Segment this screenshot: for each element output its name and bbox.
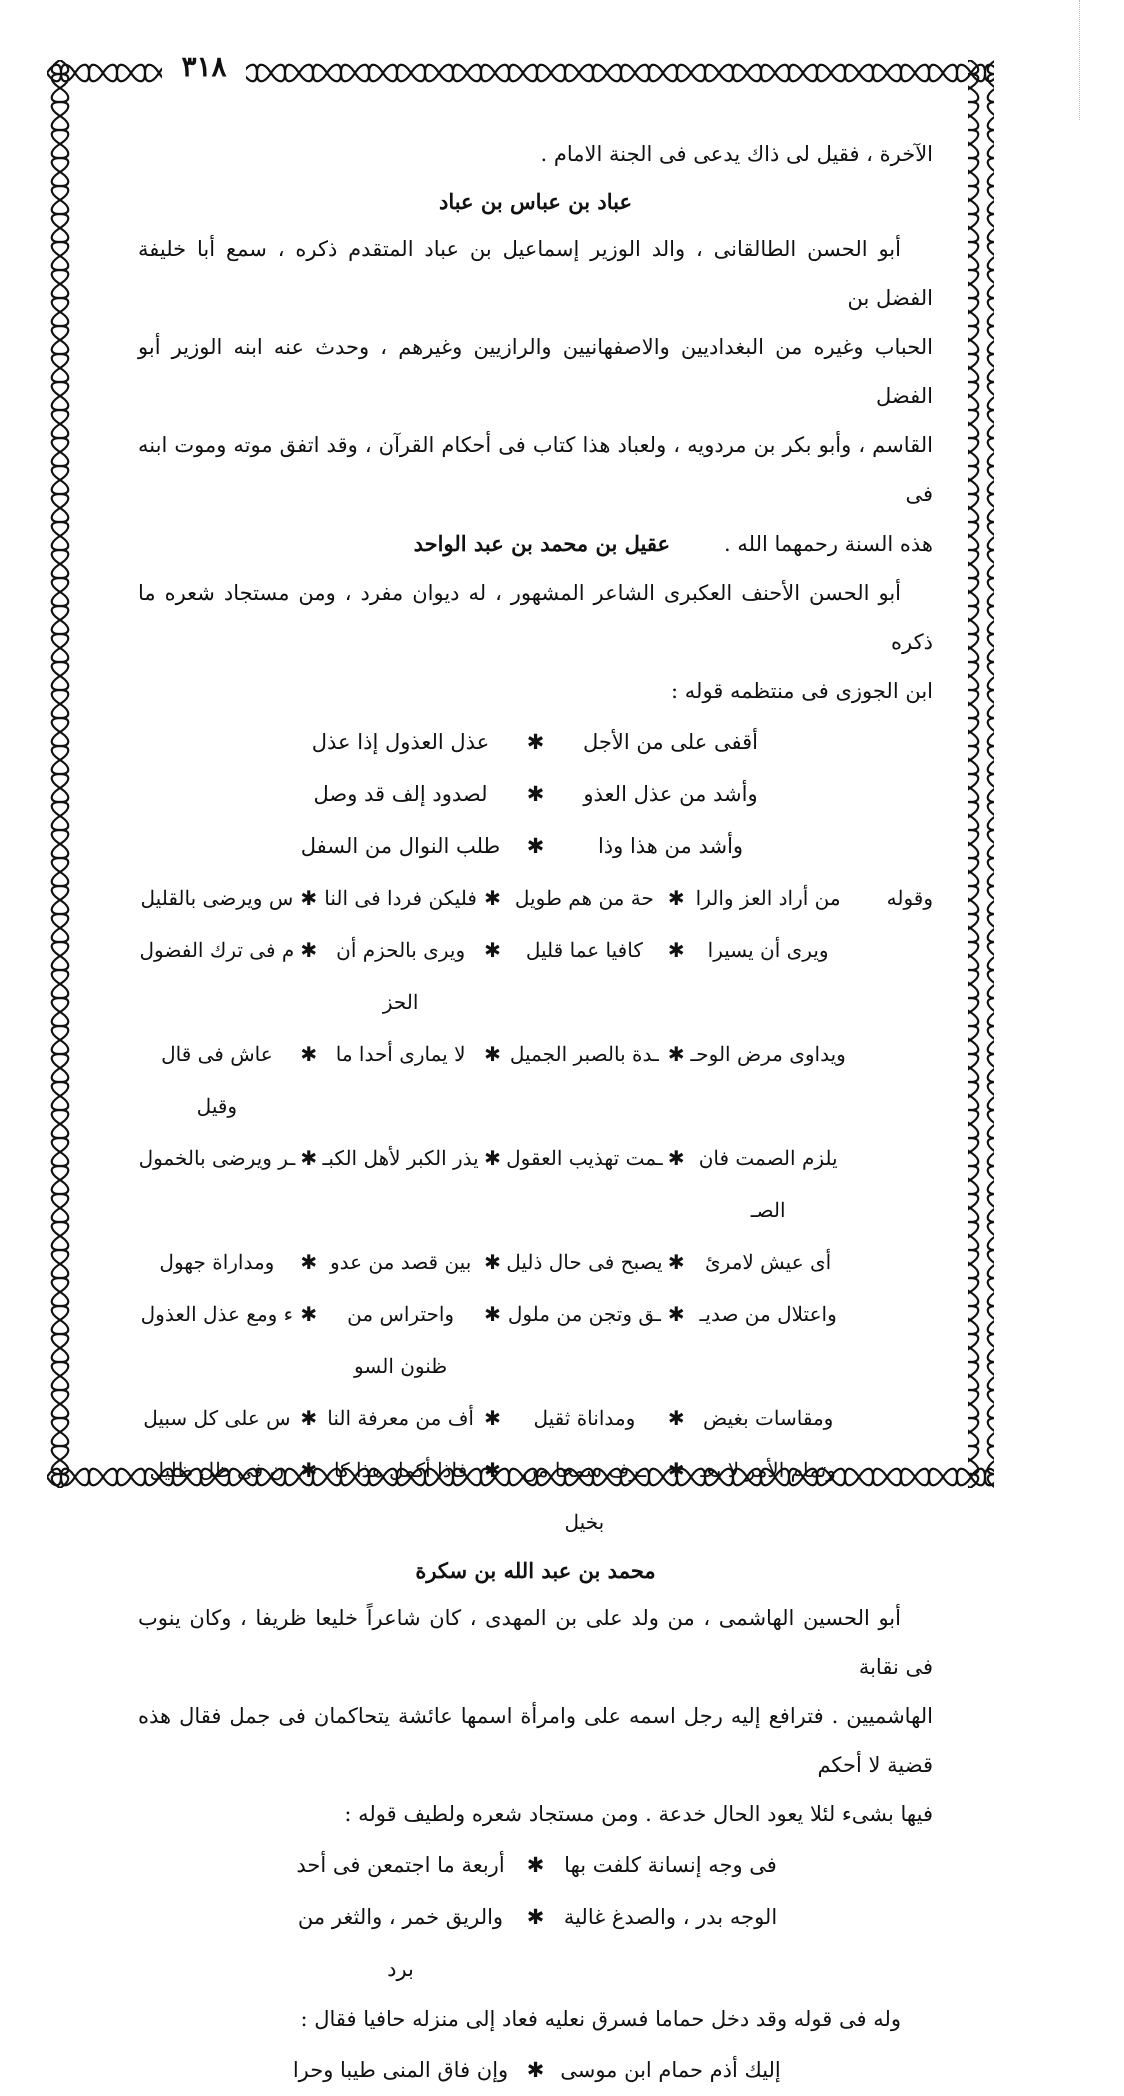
verse-hemistich: ـق وتجن من ملول	[507, 1302, 661, 1326]
page-number: ٣١٨	[162, 49, 246, 85]
verse-hemistich: ويرى أن يسيرا	[707, 938, 829, 962]
verse-hemistich: ن فى ظل ظليل	[149, 1458, 285, 1482]
poem-verse	[138, 1028, 933, 1132]
verse-separator-icon: ✱	[300, 938, 318, 962]
verse-hemistich: أربعة ما اجتمعن فى أحد	[296, 1853, 505, 1877]
biography-heading-aqil: عقيل بن محمد بن عبد الواحد	[413, 531, 671, 556]
verse-hemistich: والريق خمر ، والثغر من برد	[297, 1905, 504, 1981]
poem-verse	[138, 924, 933, 1028]
verse-separator-icon: ✱	[667, 938, 685, 962]
biography-heading-sukkara: محمد بن عبد الله بن سكرة	[415, 1558, 656, 1583]
poem-verse	[138, 1132, 933, 1236]
biography-heading-abbad: عباد بن عباس بن عباد	[438, 189, 633, 214]
verse-separator-icon: ✱	[526, 1853, 545, 1877]
continuation-line: الآخرة ، فقيل لى ذاك يدعى فى الجنة الامام .	[540, 142, 933, 166]
paragraph-line: الهاشميين . فترافع إليه رجل اسمه على وامرأة اسمها عائشة يتحاكمان فى جمل فقال هذه قضية لا أحكم	[138, 1704, 933, 1777]
verse-hemistich: يلزم الصمت فان الصـ	[698, 1146, 838, 1222]
verse-separator-icon: ✱	[300, 1458, 318, 1482]
verse-separator-icon: ✱	[484, 1146, 501, 1170]
paragraph-line: ابن الجوزى فى منتظمه قوله :	[671, 679, 933, 703]
verse-hemistich: بين قصد من عدو	[329, 1250, 472, 1274]
verse-hemistich: س ويرضى بالقليل	[140, 886, 294, 910]
verse-hemistich: فاذا أكمل هذا كا	[334, 1458, 468, 1482]
verse-separator-icon: ✱	[300, 886, 318, 910]
verse-separator-icon: ✱	[667, 1302, 685, 1326]
paragraph-line: الحباب وغيره من البغداديين والاصفهانيين والرازيين وغيرهم ، وحدث عنه ابنه الوزير أبو الفضل	[138, 335, 933, 408]
verse-hemistich: ويرى بالحزم أن الحز	[336, 938, 466, 1014]
verse-hemistich: حة من هم طويل	[514, 886, 654, 910]
paragraph-line: أبو الحسن الطالقانى ، والد الوزير إسماعيل بن عباد المتقدم ذكره ، سمع أبا خليفة الفضل بن	[138, 237, 933, 310]
verse-separator-icon: ✱	[484, 886, 501, 910]
verse-separator-icon: ✱	[526, 1905, 545, 1929]
verse-separator-icon: ✱	[300, 1406, 318, 1430]
poem-verse	[138, 2044, 933, 2096]
poem-verse	[138, 820, 933, 872]
verse-hemistich: ويداوى مرض الوحـ	[690, 1042, 846, 1066]
verse-separator-icon: ✱	[667, 1250, 685, 1274]
verse-hemistich: ومداناة ثقيل	[533, 1406, 636, 1430]
verse-hemistich: ء ومع عذل العذول	[140, 1302, 294, 1326]
verse-hemistich: لصدود إلف قد وصل	[313, 782, 488, 806]
verse-hemistich: أف من معرفة النا	[327, 1406, 474, 1430]
verse-hemistich: ـدة بالصبر الجميل	[509, 1042, 659, 1066]
verse-separator-icon: ✱	[526, 2058, 545, 2082]
paragraph-line: أبو الحسن الأحنف العكبرى الشاعر المشهور ، له ديوان مفرد ، ومن مستجاد شعره ما ذكره	[138, 581, 933, 654]
verse-separator-icon: ✱	[526, 730, 545, 754]
verse-separator-icon: ✱	[484, 1042, 501, 1066]
poem-verse	[138, 1444, 933, 1548]
verse-hemistich: طلب النوال من السفل	[300, 834, 501, 858]
verse-separator-icon: ✱	[300, 1302, 318, 1326]
verse-hemistich: وأشد من هذا وذا	[597, 834, 744, 858]
verse-hemistich: وتمام الأمر لا يعـ	[700, 1458, 836, 1482]
poem-verse	[138, 1891, 933, 1995]
verse-separator-icon: ✱	[667, 1406, 685, 1430]
verse-separator-icon: ✱	[484, 1302, 501, 1326]
verse-separator-icon: ✱	[667, 1458, 685, 1482]
paragraph-line: هذه السنة رحمهما الله .	[724, 532, 933, 556]
verse-hemistich: ومداراة جهول	[159, 1250, 275, 1274]
verse-hemistich: لا يمارى أحدا ما	[335, 1042, 466, 1066]
verse-hemistich: يصبح فى حال ذليل	[506, 1250, 663, 1274]
verse-separator-icon: ✱	[526, 834, 545, 858]
paragraph-line: القاسم ، وأبو بكر بن مردويه ، ولعباد هذا كتاب فى أحكام القرآن ، وقد اتفق موته وموت ابنه فى	[138, 433, 933, 506]
paragraph-line: وله فى قوله وقد دخل حماما فسرق نعليه فعاد إلى منزله حافيا فقال :	[300, 2007, 901, 2031]
verse-hemistich: س على كل سبيل	[143, 1406, 291, 1430]
verse-separator-icon: ✱	[300, 1250, 318, 1274]
page-body	[138, 130, 933, 2082]
verse-hemistich: وإن فاق المنى طيبا وحرا	[292, 2058, 509, 2082]
verse-separator-icon: ✱	[300, 1042, 318, 1066]
verse-separator-icon: ✱	[526, 782, 545, 806]
poem-verse	[138, 768, 933, 820]
poem-verse	[138, 1839, 933, 1891]
verse-hemistich: الوجه بدر ، والصدغ غالية	[563, 1905, 778, 1929]
poem-verse	[138, 872, 933, 924]
verse-hemistich: فى وجه إنسانة كلفت بها	[564, 1853, 777, 1877]
verse-hemistich: أقفى على من الأجل	[583, 730, 758, 754]
poem-verse	[138, 1392, 933, 1444]
verse-hemistich: ومقاسات بغيض	[702, 1406, 834, 1430]
verse-separator-icon: ✱	[484, 938, 501, 962]
verse-hemistich: واحتراس من ظنون السو	[347, 1302, 455, 1378]
verse-intro: وقوله	[886, 886, 933, 910]
verse-hemistich: أى عيش لامرئ	[705, 1250, 832, 1274]
paragraph-line-with-heading	[138, 519, 933, 569]
verse-separator-icon: ✱	[667, 1042, 685, 1066]
verse-hemistich: عاش فى قال وقيل	[161, 1042, 273, 1118]
verse-hemistich: م فى ترك الفضول	[139, 938, 295, 962]
verse-separator-icon: ✱	[484, 1406, 501, 1430]
verse-hemistich: من أراد العز والرا	[695, 886, 841, 910]
verse-separator-icon: ✱	[300, 1146, 318, 1170]
verse-hemistich: ـرف سمحا من بخيل	[522, 1458, 647, 1534]
poem-verse	[138, 1288, 933, 1392]
verse-hemistich: ـر ويرضى بالخمول	[138, 1146, 296, 1170]
verse-hemistich: وأشد من عذل العذو	[583, 782, 758, 806]
verse-hemistich: واعتلال من صديـ	[699, 1302, 837, 1326]
scan-edge-mark	[1079, 0, 1082, 120]
verse-hemistich: كافيا عما قليل	[525, 938, 643, 962]
verse-separator-icon: ✱	[484, 1458, 501, 1482]
verse-hemistich: عذل العذول إذا عذل	[311, 730, 490, 754]
verse-separator-icon: ✱	[667, 1146, 685, 1170]
paragraph-line: أبو الحسين الهاشمى ، من ولد على بن المهدى ، كان شاعراً خليعا ظريفا ، وكان ينوب فى نقابة	[138, 1606, 933, 1679]
verse-hemistich: يذر الكبر لأهل الكبـ	[322, 1146, 479, 1170]
verse-hemistich: ـمت تهذيب العقول	[506, 1146, 663, 1170]
poem-verse	[138, 1236, 933, 1288]
verse-separator-icon: ✱	[484, 1250, 501, 1274]
verse-separator-icon: ✱	[667, 886, 685, 910]
poem-verse	[138, 716, 933, 768]
verse-hemistich: إليك أذم حمام ابن موسى	[560, 2058, 781, 2082]
verse-hemistich: فليكن فردا فى النا	[324, 886, 477, 910]
paragraph-line: فيها بشىء لئلا يعود الحال خدعة . ومن مستجاد شعره ولطيف قوله :	[344, 1802, 933, 1826]
